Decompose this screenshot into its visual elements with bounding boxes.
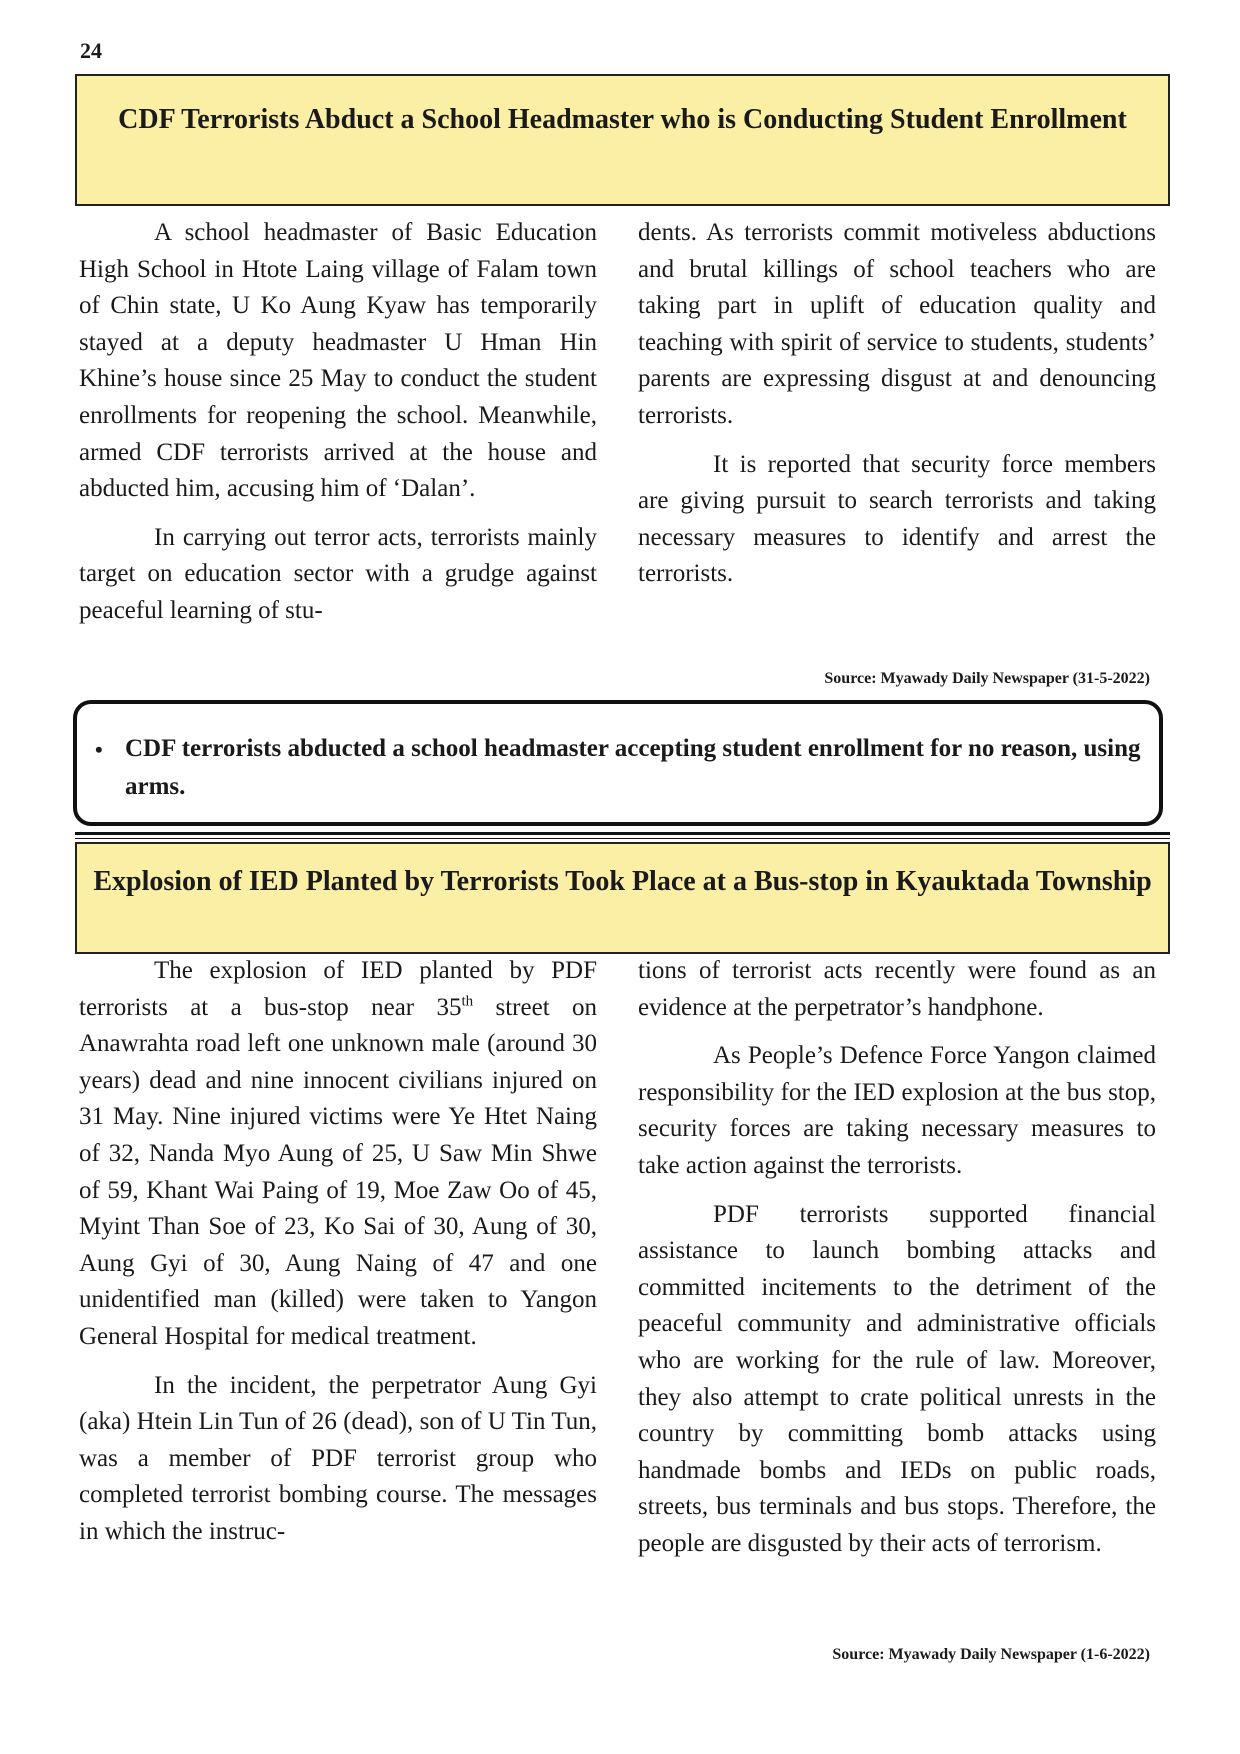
article-2-text: The explosion of IED planted by PDF terrorists at a bus-stop near 35: [79, 957, 597, 1021]
article-2-paragraph: PDF terrorists supported financial assistance to launch bombing attacks and committed incitements to the detriment of the peaceful community and administrative officials who are working for the rule of law. Moreover, they also attempt to crate political unrests in the country by committing bomb attacks using handmade bombs and IEDs on public roads, streets, bus terminals and bus stops. Therefore, the people are disgusted by their acts of terrorism.: [638, 1200, 1156, 1557]
highlight-text: CDF terrorists abducted a school headmaster accepting student enrollment for no reason, using arms.: [125, 735, 1141, 800]
article-2-paragraph: As People’s Defence Force Yangon claimed responsibility for the IED explosion at the bus stop, security forces are taking necessary measures to take action against the terrorists.: [638, 1042, 1156, 1179]
divider-rule-thin: [75, 838, 1170, 839]
article-1-paragraph: dents. As terrorists commit motiveless abductions and brutal killings of school teachers who are taking part in uplift of education quality and teaching with spirit of service to students, students’ parents are expressing disgust at and denouncing terrorists.: [638, 219, 1156, 429]
article-2-paragraph: In the incident, the perpetrator Aung Gyi (aka) Htein Lin Tun of 26 (dead), son of U Tin Tun, was a member of PDF terrorist group who completed terrorist bombing course. The messages in which the instruc-: [79, 1371, 597, 1545]
article-2-right-column: [638, 953, 1156, 1575]
article-2-headline: [75, 842, 1170, 954]
article-1-left-column: [79, 215, 597, 642]
bullet-icon: •: [95, 737, 103, 762]
ordinal-suffix: th: [461, 993, 474, 1010]
article-2-left-column: [79, 953, 597, 1563]
article-2-paragraph: tions of terrorist acts recently were found as an evidence at the perpetrator’s handphone.: [638, 957, 1156, 1021]
article-2-paragraph: [79, 953, 597, 1356]
article-1-title: CDF Terrorists Abduct a School Headmaster who is Conducting Student Enrollment: [118, 104, 1127, 135]
highlight-box: [73, 700, 1163, 826]
article-1-source: Source: Myawady Daily Newspaper (31-5-2022): [824, 670, 1150, 687]
article-2-title: Explosion of IED Planted by Terrorists Took Place at a Bus-stop in Kyauktada Township: [93, 866, 1152, 897]
divider-rule: [75, 832, 1170, 835]
article-2-source: Source: Myawady Daily Newspaper (1-6-2022): [832, 1646, 1150, 1663]
article-1-headline: [75, 74, 1170, 206]
article-1-paragraph: A school headmaster of Basic Education High School in Htote Laing village of Falam town of Chin state, U Ko Aung Kyaw has temporarily stayed at a deputy headmaster U Hman Hin Khine’s house since 25 May to conduct the student enrollments for reopening the school. Meanwhile, armed CDF terrorists arrived at the house and abducted him, accusing him of ‘Dalan’.: [79, 219, 597, 503]
page-number: 24: [80, 38, 102, 63]
article-1-paragraph: In carrying out terror acts, terrorists mainly target on education sector with a grudge against peaceful learning of stu-: [79, 523, 597, 624]
article-1-paragraph: It is reported that security force members are giving pursuit to search terrorists and taking necessary measures to identify and arrest the terrorists.: [638, 450, 1156, 588]
article-1-right-column: [638, 215, 1156, 605]
article-2-text: street on Anawrahta road left one unknown male (around 30 years) dead and nine innocent civilians injured on 31 May. Nine injured victims were Ye Htet Naing of 32, Nanda Myo Aung of 25, U Saw Min Shwe of 59, Khant Wai Paing of 19, Moe Zaw Oo of 45, Myint Than Soe of 23, Ko Sai of 30, Aung of 30, Aung Gyi of 30, Aung Naing of 47 and one unidentified man (killed) were taken to Yangon General Hospital for medical treatment.: [79, 993, 597, 1350]
